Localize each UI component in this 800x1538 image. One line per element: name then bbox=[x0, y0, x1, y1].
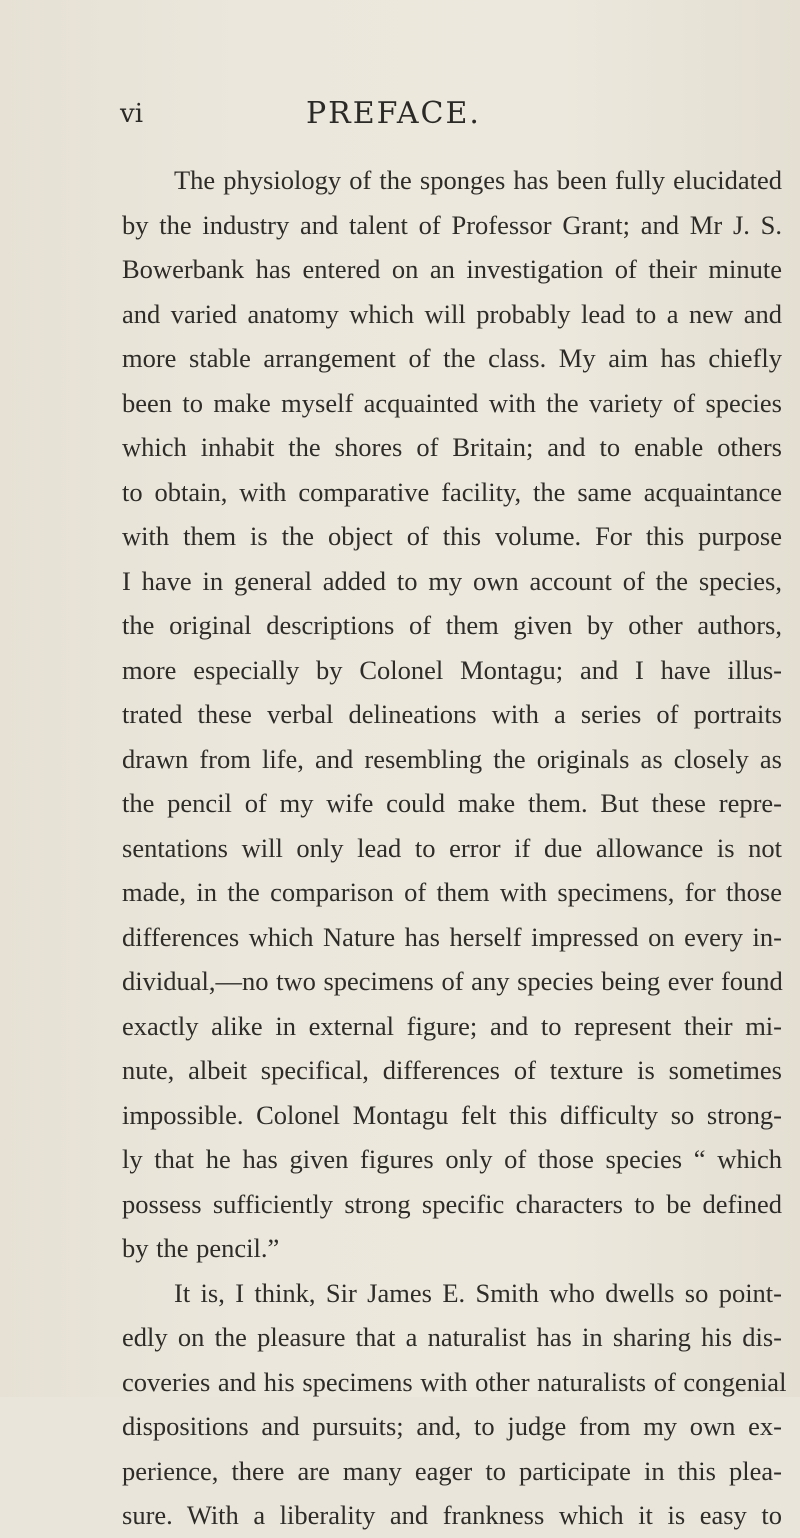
running-head: PREFACE. bbox=[306, 96, 481, 131]
text-line: made, in the comparison of them with specimens, for those bbox=[122, 877, 782, 907]
body-text bbox=[122, 158, 787, 1538]
text-line: with them is the object of this volume. For this purpose bbox=[122, 521, 782, 551]
text-line: more especially by Colonel Montagu; and I have illus- bbox=[122, 654, 782, 685]
text-line: the pencil of my wife could make them. But these repre- bbox=[122, 788, 782, 818]
text-line: been to make myself acquainted with the variety of species bbox=[122, 387, 782, 418]
text-line: It is, I think, Sir James E. Smith who dwells so point- bbox=[174, 1277, 782, 1308]
text-line: dividual,—no two specimens of any species being ever found bbox=[122, 966, 783, 996]
text-line: perience, there are many eager to participate in this plea- bbox=[122, 1455, 782, 1486]
text-line: which inhabit the shores of Britain; and to enable others bbox=[122, 432, 782, 462]
text-line: impossible. Colonel Montagu felt this difficulty so strong- bbox=[122, 1099, 782, 1130]
text-line: exactly alike in external figure; and to represent their mi- bbox=[122, 1010, 782, 1041]
text-line: more stable arrangement of the class. My aim has chiefly bbox=[122, 343, 782, 373]
text-line: I have in general added to my own account of the species, bbox=[122, 565, 782, 596]
text-line: coveries and his specimens with other naturalists of congenial bbox=[122, 1366, 787, 1397]
text-line: by the pencil.” bbox=[122, 1233, 280, 1263]
text-line: nute, albeit specifical, differences of texture is sometimes bbox=[122, 1055, 782, 1085]
text-line: edly on the pleasure that a naturalist has in sharing his dis- bbox=[122, 1322, 782, 1352]
text-line: differences which Nature has herself impressed on every in- bbox=[122, 921, 782, 952]
text-line: and varied anatomy which will probably lead to a new and bbox=[122, 298, 782, 329]
text-line: Bowerbank has entered on an investigation of their minute bbox=[122, 254, 782, 284]
text-line: drawn from life, and resembling the originals as closely as bbox=[122, 743, 782, 774]
text-line: sentations will only lead to error if due allowance is not bbox=[122, 832, 782, 863]
text-line: dispositions and pursuits; and, to judge from my own ex- bbox=[122, 1411, 782, 1441]
text-line: possess sufficiently strong specific characters to be defined bbox=[122, 1188, 782, 1219]
text-line: ly that he has given figures only of those species “ which bbox=[122, 1144, 782, 1174]
text-line: by the industry and talent of Professor Grant; and Mr J. S. bbox=[122, 209, 782, 240]
text-line: to obtain, with comparative facility, the same acquaintance bbox=[122, 476, 782, 507]
page-number: vi bbox=[120, 99, 144, 129]
text-line: sure. With a liberality and frankness which it is easy to bbox=[122, 1500, 782, 1530]
text-line: the original descriptions of them given by other authors, bbox=[122, 610, 782, 640]
text-line: The physiology of the sponges has been fully elucidated bbox=[174, 165, 782, 195]
page-header bbox=[120, 94, 780, 134]
text-line: trated these verbal delineations with a series of portraits bbox=[122, 699, 782, 729]
